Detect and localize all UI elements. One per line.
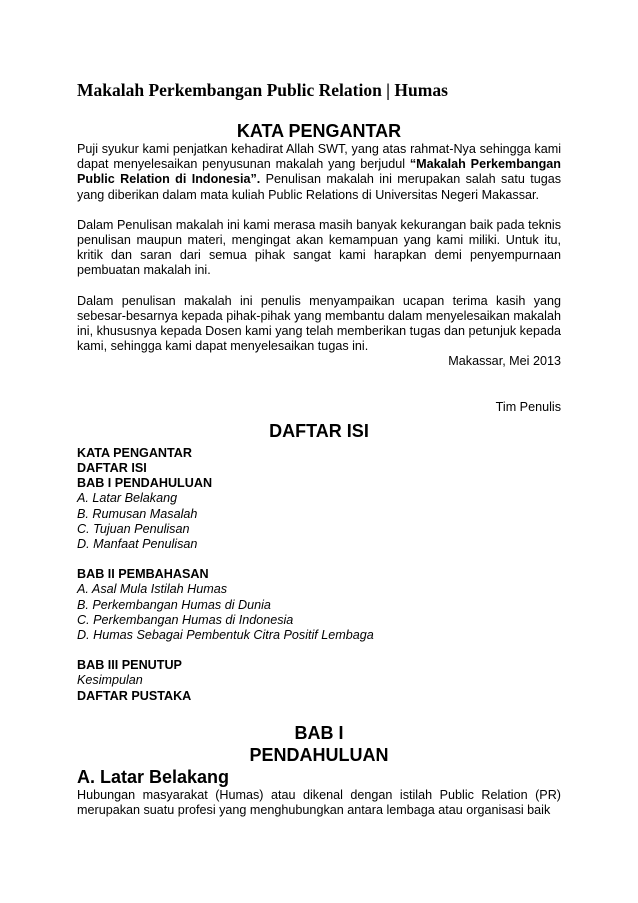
kata-pengantar-paragraph-2: Dalam Penulisan makalah ini kami merasa masih banyak kekurangan baik pada teknis penulisan maupun materi, mengingat akan kemampuan yang kami miliki. Untuk itu, kritik dan saran dari semua pihak sangat kami harapkan demi penyempurnaan pembuatan makalah ini. — [77, 217, 561, 278]
toc-group-2 — [77, 567, 561, 643]
latar-belakang-paragraph: Hubungan masyarakat (Humas) atau dikenal dengan istilah Public Relation (PR) merupakan suatu profesi yang menghubungkan antara lembaga atau organisasi baik — [77, 787, 561, 818]
toc-item: BAB I PENDAHULUAN — [77, 476, 213, 491]
place-date: Makassar, Mei 2013 — [448, 354, 561, 369]
toc-item: C. Tujuan Penulisan — [77, 521, 190, 536]
signature-author: Tim Penulis — [495, 399, 561, 414]
toc-item: C. Perkembangan Humas di Indonesia — [77, 612, 294, 627]
toc-item: DAFTAR ISI — [77, 461, 147, 476]
makalah-title-emphasis: “Makalah Perkembangan Public Relation di Indonesia”. — [77, 157, 561, 187]
toc-item: Kesimpulan — [77, 673, 143, 688]
kata-pengantar-heading: KATA PENGANTAR — [236, 121, 402, 141]
toc-item: B. Rumusan Masalah — [77, 506, 198, 521]
toc-group-1 — [77, 446, 561, 552]
toc-item: BAB II PEMBAHASAN — [77, 567, 209, 582]
bab-1-subheading: PENDAHULUAN — [249, 744, 389, 765]
kata-pengantar-paragraph-1 — [77, 142, 561, 203]
toc-item: B. Perkembangan Humas di Dunia — [77, 597, 271, 612]
paragraph-text: Penulisan makalah ini merupakan salah satu tugas yang diberikan dalam mata kuliah Public Relations di Universitas Negeri Makassar. — [77, 172, 562, 202]
document-title: Makalah Perkembangan Public Relation | Humas — [77, 80, 448, 100]
kata-pengantar-paragraph-3: Dalam penulisan makalah ini penulis menyampaikan ucapan terima kasih yang sebesar-besarnya kepada pihak-pihak yang membantu dalam menyelesaikan makalah ini, khususnya kepada Dosen kami yang telah memberikan tugas dan petunjuk kepada kami, sehingga kami dapat menyelesaikan tugas ini. — [77, 293, 561, 354]
toc-item: BAB III PENUTUP — [77, 658, 182, 673]
paragraph-text: Puji syukur kami penjatkan kehadirat Allah SWT, yang atas rahmat-Nya sehingga kami dapat menyelesaikan penyusunan makalah yang berjudul — [77, 142, 561, 172]
toc-group-3 — [77, 658, 561, 704]
toc-item: DAFTAR PUSTAKA — [77, 688, 192, 703]
daftar-isi-heading: DAFTAR ISI — [269, 420, 369, 441]
toc-item: KATA PENGANTAR — [77, 445, 192, 460]
document-body — [77, 120, 561, 818]
bab-1-heading: BAB I — [294, 722, 344, 743]
toc-item: A. Latar Belakang — [77, 491, 178, 506]
toc-item: D. Manfaat Penulisan — [77, 537, 198, 552]
toc-item: A. Asal Mula Istilah Humas — [77, 582, 228, 597]
toc-item: D. Humas Sebagai Pembentuk Citra Positif Lembaga — [77, 628, 374, 643]
section-title-latar-belakang: A. Latar Belakang — [77, 766, 230, 787]
